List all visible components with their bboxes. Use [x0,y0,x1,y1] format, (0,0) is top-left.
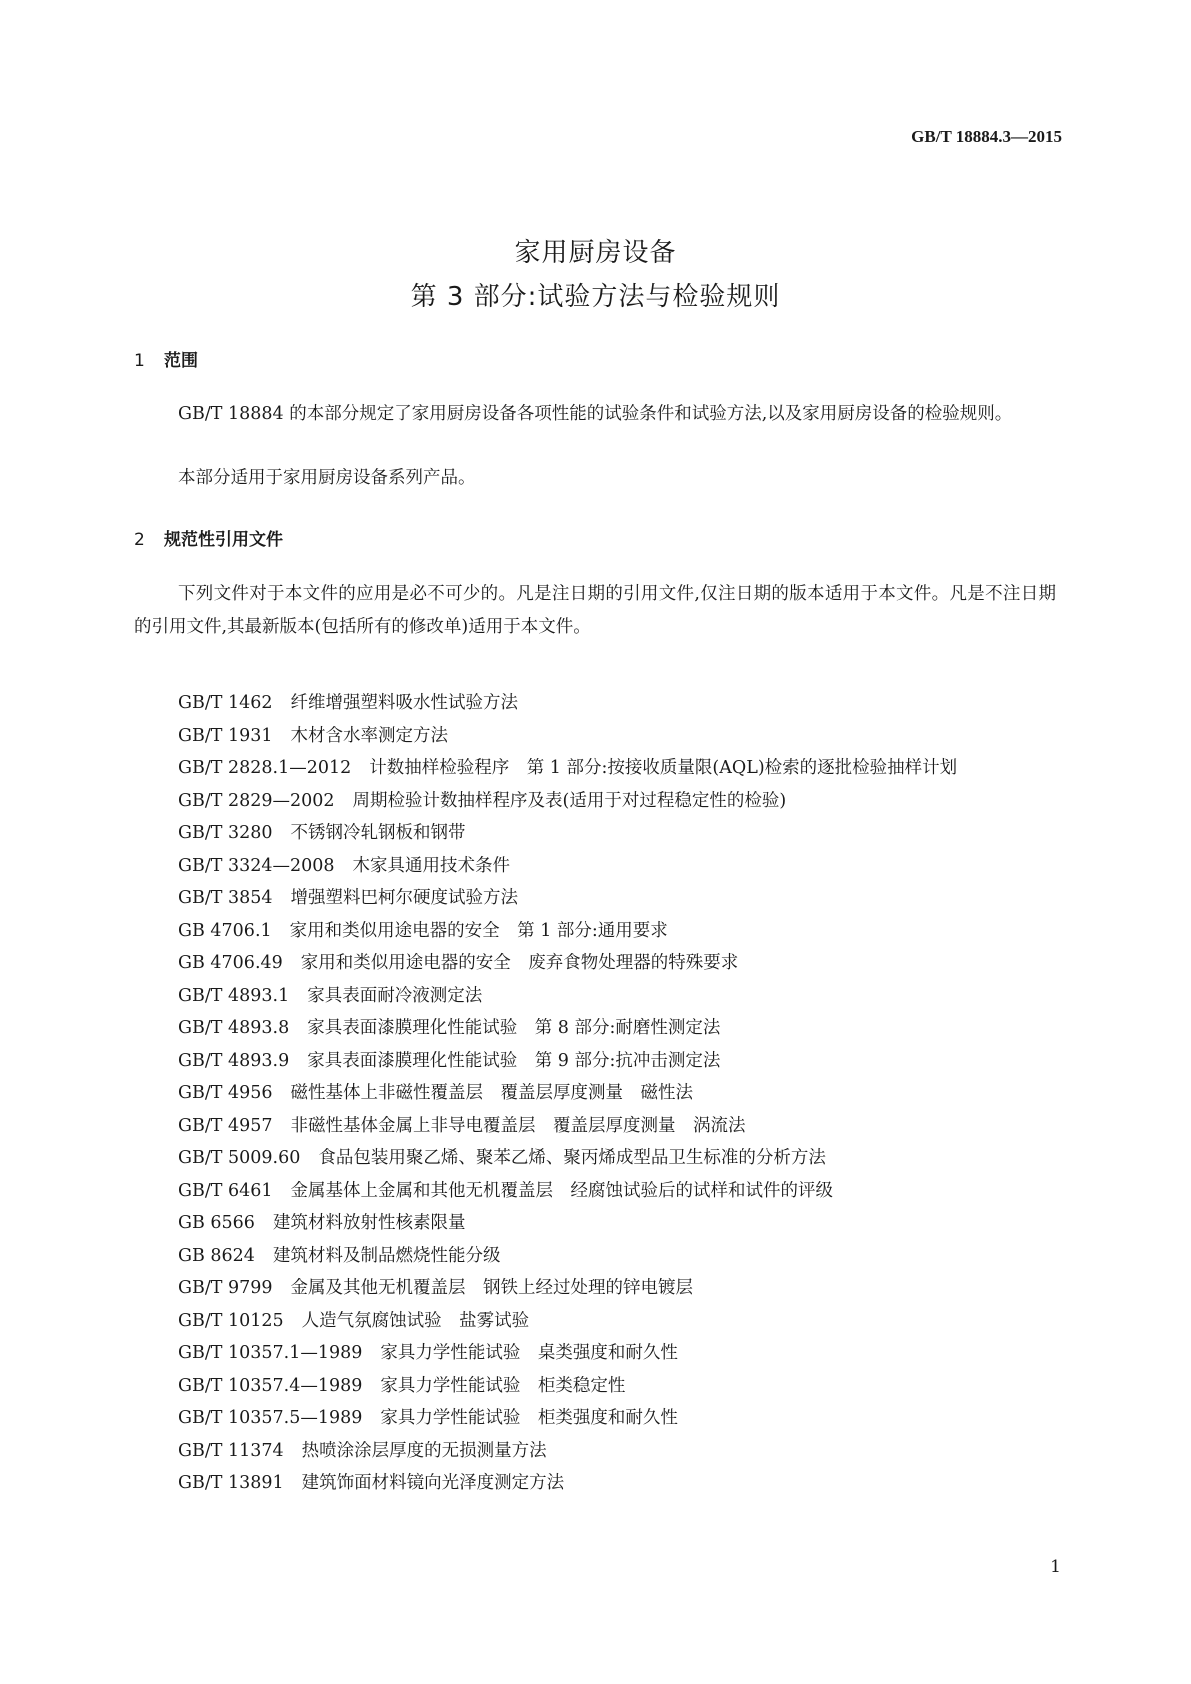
reference-code: GB/T 5009.60 [178,1148,301,1168]
reference-title: 食品包装用聚乙烯、聚苯乙烯、聚丙烯成型品卫生标准的分析方法 [318,1148,826,1168]
reference-item [134,1207,1056,1240]
section-title: 规范性引用文件 [164,530,283,550]
reference-code: GB/T 13891 [178,1473,284,1493]
reference-title: 建筑饰面材料镜向光泽度测定方法 [301,1473,565,1493]
reference-title: 家具表面漆膜理化性能试验 第 9 部分:抗冲击测定法 [307,1050,721,1071]
reference-item [134,1110,1056,1143]
standard-code: GB/T 18884.3—2015 [911,127,1062,146]
document-subtitle: 第 3 部分:试验方法与检验规则 [410,282,781,312]
section-1-heading [134,346,198,371]
document-title: 家用厨房设备 [514,238,677,268]
reference-item [134,1435,1056,1468]
reference-code: GB/T 10357.1—1989 [178,1343,363,1363]
reference-item [134,1272,1056,1305]
reference-title: 磁性基体上非磁性覆盖层 覆盖层厚度测量 磁性法 [290,1083,694,1103]
reference-item [134,882,1056,915]
reference-title: 增强塑料巴柯尔硬度试验方法 [290,888,519,908]
reference-code: GB/T 6461 [178,1180,273,1201]
reference-title: 周期检验计数抽样程序及表(适用于对过程稳定性的检验) [352,790,787,811]
reference-item [134,720,1056,753]
reference-title: 不锈钢冷轧钢板和钢带 [290,823,466,843]
reference-code: GB/T 2828.1—2012 [178,758,352,778]
reference-code: GB/T 1462 [178,693,273,713]
reference-item [134,752,1056,785]
reference-title: 家具力学性能试验 柜类稳定性 [380,1375,626,1396]
reference-title: 人造气氛腐蚀试验 盐雾试验 [301,1310,530,1331]
reference-title: 建筑材料放射性核素限量 [272,1213,466,1233]
reference-code: GB/T 3854 [178,888,273,908]
reference-title: 家用和类似用途电器的安全 废弃食物处理器的特殊要求 [300,953,739,973]
reference-title: 家具表面漆膜理化性能试验 第 8 部分:耐磨性测定法 [307,1018,721,1038]
reference-item [134,1305,1056,1338]
reference-code: GB/T 3324—2008 [178,855,335,876]
section-title: 范围 [164,351,198,371]
reference-title: 非磁性基体金属上非导电覆盖层 覆盖层厚度测量 涡流法 [290,1115,746,1136]
reference-item [134,817,1056,850]
reference-code: GB/T 4893.8 [178,1018,290,1038]
reference-item [134,915,1056,948]
reference-code: GB/T 4893.1 [178,985,290,1006]
section-number: 2 [134,530,145,550]
reference-title: 金属及其他无机覆盖层 钢铁上经过处理的锌电镀层 [290,1278,694,1298]
reference-list [134,687,1056,1500]
reference-code: GB/T 11374 [178,1440,284,1461]
reference-title: 计数抽样检验程序 第 1 部分:按接收质量限(AQL)检索的逐批检验抽样计划 [369,758,958,778]
reference-item [134,947,1056,980]
reference-code: GB 6566 [178,1213,255,1233]
reference-code: GB/T 9799 [178,1278,273,1298]
reference-title: 木材含水率测定方法 [290,725,449,746]
reference-item [134,980,1056,1013]
reference-code: GB 4706.49 [178,953,283,973]
reference-code: GB 8624 [178,1245,255,1266]
scope-applicability-paragraph: 本部分适用于家用厨房设备系列产品。 [178,468,476,488]
reference-title: 木家具通用技术条件 [352,855,511,876]
reference-title: 金属基体上金属和其他无机覆盖层 经腐蚀试验后的试样和试件的评级 [290,1180,834,1201]
page-number: 1 [1050,1557,1061,1577]
reference-code: GB/T 4956 [178,1083,273,1103]
reference-title: 热喷涂涂层厚度的无损测量方法 [301,1440,547,1461]
reference-code: GB/T 10125 [178,1310,284,1331]
section-number: 1 [134,351,145,371]
reference-title: 家具表面耐冷液测定法 [307,985,483,1006]
reference-code: GB/T 3280 [178,823,273,843]
reference-item [134,1012,1056,1045]
reference-title: 建筑材料及制品燃烧性能分级 [272,1245,501,1266]
reference-code: GB/T 4893.9 [178,1050,290,1071]
reference-item [134,850,1056,883]
reference-item [134,1337,1056,1370]
reference-item [134,1077,1056,1110]
reference-title: 家具力学性能试验 柜类强度和耐久性 [380,1408,678,1428]
scope-paragraph: GB/T 18884 的本部分规定了家用厨房设备各项性能的试验条件和试验方法,以及家用厨房设备的检验规则。 [178,404,1013,424]
reference-title: 纤维增强塑料吸水性试验方法 [290,693,519,713]
reference-item [134,687,1056,720]
normative-references-intro: 下列文件对于本文件的应用是必不可少的。凡是注日期的引用文件,仅注日期的版本适用于本文件。凡是不注日期的引用文件,其最新版本(包括所有的修改单)适用于本文件。 [134,584,1056,637]
reference-code: GB/T 10357.4—1989 [178,1375,363,1396]
reference-code: GB/T 2829—2002 [178,790,335,811]
reference-title: 家用和类似用途电器的安全 第 1 部分:通用要求 [289,920,668,941]
reference-item [134,1045,1056,1078]
reference-item [134,1240,1056,1273]
reference-code: GB/T 1931 [178,725,273,746]
reference-code: GB/T 10357.5—1989 [178,1408,363,1428]
reference-item [134,1402,1056,1435]
reference-code: GB/T 4957 [178,1115,273,1136]
reference-item [134,1175,1056,1208]
reference-item [134,1142,1056,1175]
reference-item [134,785,1056,818]
section-2-heading [134,525,283,550]
reference-item [134,1467,1056,1500]
reference-title: 家具力学性能试验 桌类强度和耐久性 [380,1343,678,1363]
reference-item [134,1370,1056,1403]
reference-code: GB 4706.1 [178,920,272,941]
